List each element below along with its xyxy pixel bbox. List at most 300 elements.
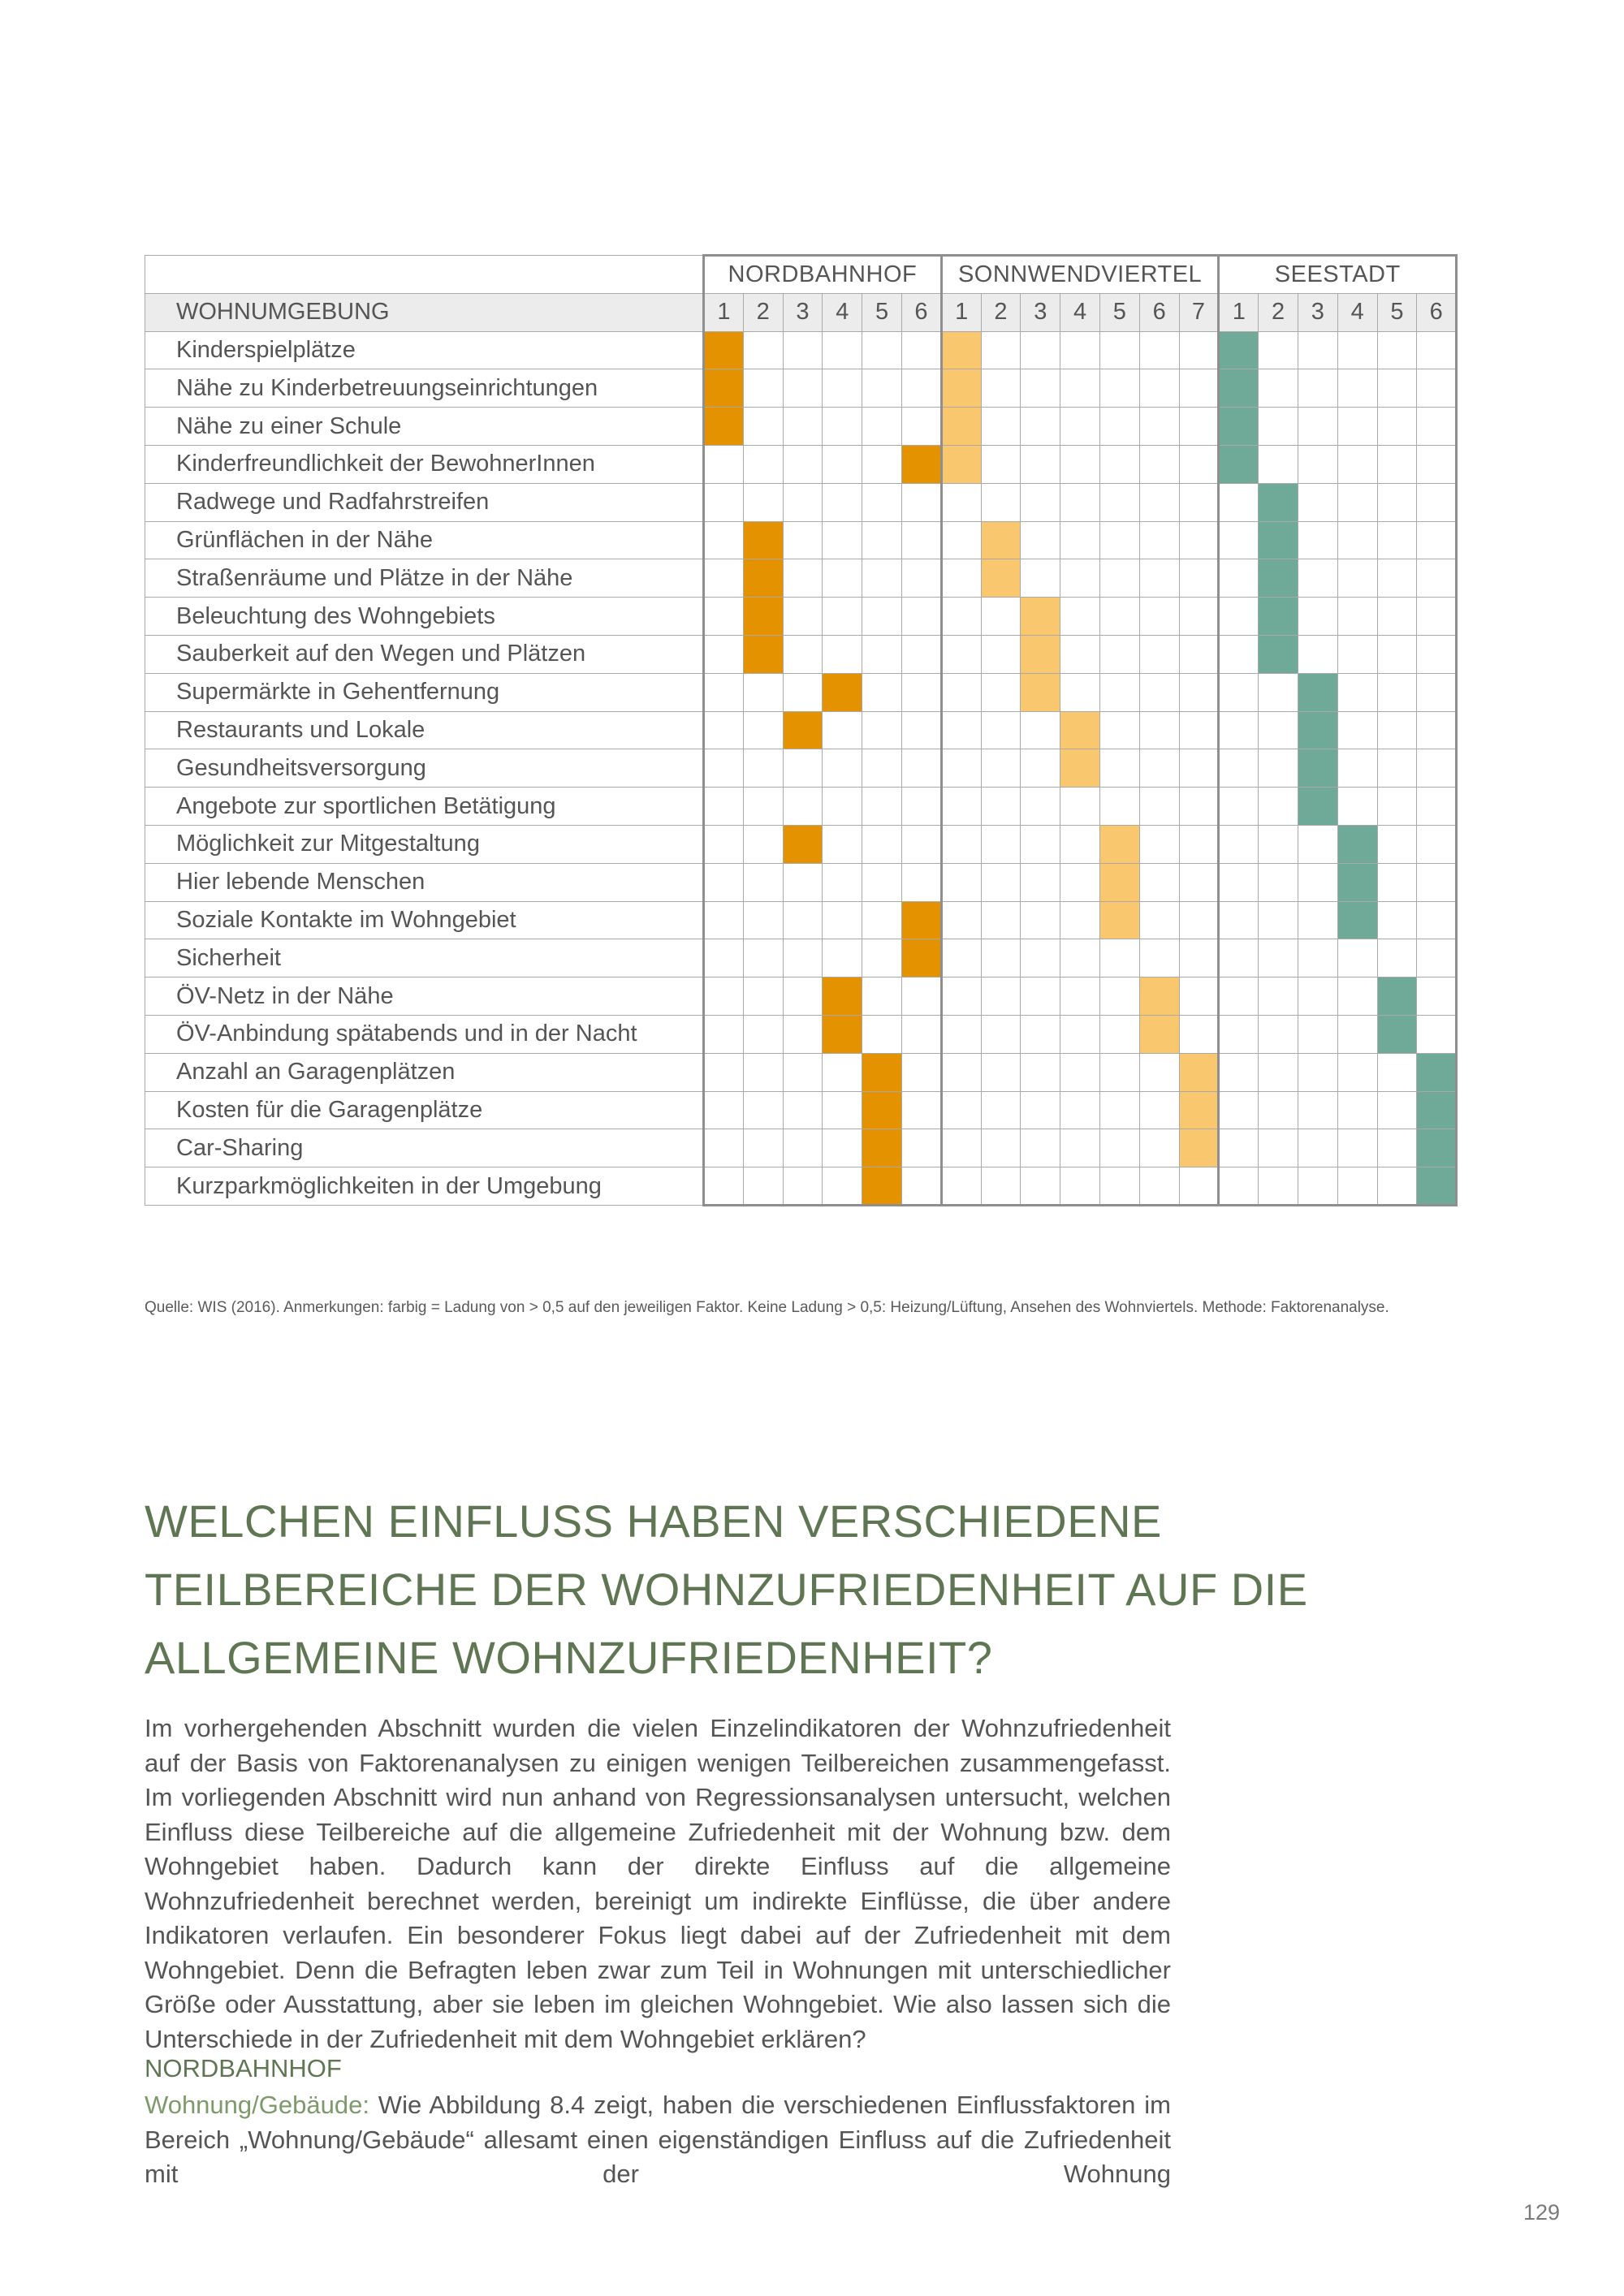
loading-cell bbox=[743, 901, 783, 939]
loading-cell bbox=[1179, 369, 1219, 408]
loading-cell bbox=[1021, 331, 1060, 369]
loading-cell bbox=[1179, 1015, 1219, 1053]
loading-cell bbox=[823, 863, 862, 901]
loading-cell-filled bbox=[1377, 978, 1417, 1016]
loading-cell bbox=[1099, 331, 1139, 369]
loading-cell-filled bbox=[1417, 1167, 1457, 1206]
loading-cell-filled bbox=[823, 1015, 862, 1053]
loading-cell bbox=[823, 598, 862, 636]
loading-cell bbox=[1099, 559, 1139, 598]
loading-cell bbox=[981, 635, 1021, 673]
loading-cell bbox=[1139, 408, 1179, 446]
indicator-label: Nähe zu Kinderbetreuungseinrichtungen bbox=[145, 369, 704, 408]
factor-number: 3 bbox=[783, 293, 823, 331]
loading-cell bbox=[704, 863, 744, 901]
loading-cell bbox=[1139, 863, 1179, 901]
section-heading bbox=[145, 1487, 1308, 1692]
indicator-label: Anzahl an Garagenplätzen bbox=[145, 1053, 704, 1091]
loading-cell bbox=[1099, 978, 1139, 1016]
loading-cell bbox=[823, 1129, 862, 1167]
loading-cell bbox=[862, 1015, 902, 1053]
table-row bbox=[145, 1091, 1457, 1129]
table-row bbox=[145, 978, 1457, 1016]
loading-cell bbox=[704, 939, 744, 978]
loading-cell bbox=[1139, 1053, 1179, 1091]
loading-cell bbox=[1219, 673, 1259, 711]
loading-cell bbox=[1298, 978, 1337, 1016]
factor-number: 2 bbox=[981, 293, 1021, 331]
loading-cell bbox=[1377, 445, 1417, 483]
loading-cell bbox=[1179, 749, 1219, 788]
loading-cell bbox=[1219, 939, 1259, 978]
loading-cell bbox=[1219, 1015, 1259, 1053]
loading-cell bbox=[1021, 825, 1060, 863]
loading-cell bbox=[862, 369, 902, 408]
loading-cell bbox=[1298, 521, 1337, 559]
loading-cell bbox=[823, 749, 862, 788]
loading-cell bbox=[1179, 559, 1219, 598]
loading-cell bbox=[1219, 521, 1259, 559]
loading-cell bbox=[1298, 1015, 1337, 1053]
loading-cell-filled bbox=[1099, 863, 1139, 901]
indicator-label: Kinderfreundlichkeit der BewohnerInnen bbox=[145, 445, 704, 483]
heading-line-3: ALLGEMEINE WOHNZUFRIEDENHEIT? bbox=[145, 1632, 993, 1683]
table-row bbox=[145, 408, 1457, 446]
loading-cell bbox=[1139, 331, 1179, 369]
heading-line-1: WELCHEN EINFLUSS HABEN VERSCHIEDENE bbox=[145, 1495, 1162, 1547]
factor-number: 4 bbox=[823, 293, 862, 331]
loading-cell bbox=[862, 863, 902, 901]
loading-cell bbox=[1298, 825, 1337, 863]
loading-cell bbox=[1377, 939, 1417, 978]
loading-cell bbox=[1298, 901, 1337, 939]
loading-cell bbox=[1179, 331, 1219, 369]
loading-cell bbox=[1099, 1091, 1139, 1129]
loading-cell bbox=[1060, 331, 1100, 369]
loading-cell bbox=[704, 1091, 744, 1129]
loading-cell bbox=[901, 863, 941, 901]
loading-cell bbox=[1099, 445, 1139, 483]
loading-cell bbox=[1021, 369, 1060, 408]
loading-cell bbox=[704, 598, 744, 636]
loading-cell bbox=[901, 598, 941, 636]
indicator-label: Angebote zur sportlichen Betätigung bbox=[145, 788, 704, 826]
loading-cell bbox=[743, 1091, 783, 1129]
loading-cell bbox=[862, 521, 902, 559]
loading-cell bbox=[823, 408, 862, 446]
loading-cell bbox=[1139, 901, 1179, 939]
loading-cell-filled bbox=[1179, 1053, 1219, 1091]
loading-cell bbox=[1021, 521, 1060, 559]
loading-cell bbox=[901, 825, 941, 863]
loading-cell bbox=[823, 939, 862, 978]
loading-cell-filled bbox=[743, 521, 783, 559]
loading-cell bbox=[1139, 445, 1179, 483]
loading-cell bbox=[1099, 1015, 1139, 1053]
loading-cell bbox=[1021, 445, 1060, 483]
loading-cell bbox=[1060, 1129, 1100, 1167]
loading-cell bbox=[704, 711, 744, 749]
loading-cell bbox=[783, 635, 823, 673]
loading-cell bbox=[743, 978, 783, 1016]
loading-cell bbox=[823, 788, 862, 826]
source-note: Quelle: WIS (2016). Anmerkungen: farbig = Ladung von > 0,5 auf den jeweiligen Faktor. Keine Ladung > 0,5: Heizung/Lüftung, Ansehen des Wohnviertels. Methode: Faktorenanalyse. bbox=[145, 1299, 1389, 1316]
loading-cell bbox=[1417, 749, 1457, 788]
loading-cell bbox=[1179, 673, 1219, 711]
loading-cell bbox=[1259, 1129, 1298, 1167]
loading-cell bbox=[1259, 331, 1298, 369]
loading-cell bbox=[1337, 408, 1377, 446]
loading-cell bbox=[1298, 1129, 1337, 1167]
loading-cell bbox=[981, 978, 1021, 1016]
loading-cell bbox=[901, 1129, 941, 1167]
loading-cell bbox=[823, 1167, 862, 1206]
loading-cell bbox=[941, 483, 981, 521]
loading-cell bbox=[1060, 863, 1100, 901]
table-row bbox=[145, 939, 1457, 978]
loading-cell bbox=[981, 939, 1021, 978]
loading-cell bbox=[1021, 939, 1060, 978]
table-row bbox=[145, 1015, 1457, 1053]
loading-cell bbox=[1139, 1091, 1179, 1129]
loading-cell bbox=[981, 1091, 1021, 1129]
loading-cell bbox=[1298, 635, 1337, 673]
row-header-label: WOHNUMGEBUNG bbox=[145, 293, 704, 331]
loading-cell-filled bbox=[783, 711, 823, 749]
loading-cell bbox=[823, 1053, 862, 1091]
loading-cell bbox=[1337, 1167, 1377, 1206]
loading-cell bbox=[1337, 711, 1377, 749]
loading-cell bbox=[1219, 635, 1259, 673]
loading-cell bbox=[783, 863, 823, 901]
area-header-blank bbox=[145, 256, 704, 294]
loading-cell bbox=[783, 559, 823, 598]
factor-number: 7 bbox=[1179, 293, 1219, 331]
loading-cell bbox=[981, 408, 1021, 446]
loading-cell bbox=[1139, 598, 1179, 636]
loading-cell bbox=[1021, 788, 1060, 826]
loading-cell bbox=[743, 939, 783, 978]
table-row bbox=[145, 1053, 1457, 1091]
loading-cell bbox=[1259, 788, 1298, 826]
loading-cell bbox=[941, 1167, 981, 1206]
loading-cell-filled bbox=[941, 445, 981, 483]
loading-cell-filled bbox=[1337, 901, 1377, 939]
loading-cell bbox=[1179, 635, 1219, 673]
indicator-label: ÖV-Netz in der Nähe bbox=[145, 978, 704, 1016]
table-row bbox=[145, 825, 1457, 863]
loading-cell bbox=[1259, 1015, 1298, 1053]
loading-cell bbox=[901, 1053, 941, 1091]
loading-cell bbox=[901, 635, 941, 673]
loading-cell bbox=[1179, 788, 1219, 826]
loading-cell bbox=[1259, 978, 1298, 1016]
loading-cell bbox=[981, 749, 1021, 788]
loading-cell-filled bbox=[1298, 788, 1337, 826]
loading-cell-filled bbox=[981, 521, 1021, 559]
loading-cell bbox=[901, 1091, 941, 1129]
loading-cell bbox=[1179, 408, 1219, 446]
loading-cell bbox=[1060, 369, 1100, 408]
loading-cell bbox=[1377, 521, 1417, 559]
loading-cell bbox=[783, 483, 823, 521]
loading-cell bbox=[1377, 711, 1417, 749]
loading-cell bbox=[1060, 901, 1100, 939]
factor-number: 6 bbox=[901, 293, 941, 331]
loading-cell bbox=[1060, 445, 1100, 483]
loading-cell bbox=[1377, 1053, 1417, 1091]
loading-cell bbox=[1377, 673, 1417, 711]
loading-cell bbox=[704, 483, 744, 521]
indicator-label: Kinderspielplätze bbox=[145, 331, 704, 369]
loading-cell bbox=[1337, 788, 1377, 826]
loading-cell bbox=[1179, 598, 1219, 636]
loading-cell bbox=[1099, 408, 1139, 446]
loading-cell bbox=[1060, 978, 1100, 1016]
loading-cell bbox=[1377, 635, 1417, 673]
loading-cell bbox=[1377, 483, 1417, 521]
loading-cell-filled bbox=[1099, 901, 1139, 939]
loading-cell bbox=[862, 978, 902, 1016]
loading-cell bbox=[1060, 483, 1100, 521]
table-row bbox=[145, 1167, 1457, 1206]
loading-cell bbox=[1139, 788, 1179, 826]
loading-cell bbox=[1099, 1167, 1139, 1206]
loading-cell bbox=[1179, 711, 1219, 749]
table-row bbox=[145, 673, 1457, 711]
indicator-label: Restaurants und Lokale bbox=[145, 711, 704, 749]
loading-cell bbox=[1417, 408, 1457, 446]
loading-cell bbox=[1337, 445, 1377, 483]
loading-cell bbox=[1337, 673, 1377, 711]
loading-cell-filled bbox=[862, 1091, 902, 1129]
indicator-label: Radwege und Radfahrstreifen bbox=[145, 483, 704, 521]
loading-cell bbox=[1219, 1129, 1259, 1167]
loading-cell bbox=[941, 1053, 981, 1091]
loading-cell bbox=[1139, 521, 1179, 559]
factor-number: 1 bbox=[1219, 293, 1259, 331]
indicator-label: Supermärkte in Gehentfernung bbox=[145, 673, 704, 711]
loading-cell bbox=[783, 1129, 823, 1167]
loading-cell bbox=[1337, 598, 1377, 636]
loading-cell bbox=[823, 483, 862, 521]
factor-number: 1 bbox=[941, 293, 981, 331]
loading-cell bbox=[862, 901, 902, 939]
loading-cell-filled bbox=[901, 901, 941, 939]
loading-cell bbox=[1219, 1053, 1259, 1091]
area-header-row bbox=[145, 256, 1457, 294]
loading-cell bbox=[1099, 1053, 1139, 1091]
loading-cell bbox=[941, 978, 981, 1016]
loading-cell bbox=[1060, 825, 1100, 863]
loading-cell bbox=[743, 673, 783, 711]
loading-cell bbox=[743, 711, 783, 749]
loading-cell bbox=[743, 331, 783, 369]
loading-cell bbox=[1377, 369, 1417, 408]
loading-cell bbox=[1139, 939, 1179, 978]
loading-cell bbox=[1219, 711, 1259, 749]
loading-cell bbox=[981, 825, 1021, 863]
loading-cell bbox=[1259, 673, 1298, 711]
loading-cell bbox=[1417, 521, 1457, 559]
indicator-label: ÖV-Anbindung spätabends und in der Nacht bbox=[145, 1015, 704, 1053]
loading-cell bbox=[1021, 1015, 1060, 1053]
loading-cell bbox=[1060, 1053, 1100, 1091]
factor-number: 2 bbox=[1259, 293, 1298, 331]
loading-cell bbox=[1219, 1167, 1259, 1206]
table-row bbox=[145, 598, 1457, 636]
loading-cell bbox=[1219, 749, 1259, 788]
loading-cell bbox=[704, 1129, 744, 1167]
loading-cell-filled bbox=[941, 369, 981, 408]
loading-cell-filled bbox=[743, 635, 783, 673]
loading-cell bbox=[981, 863, 1021, 901]
loading-cell bbox=[1377, 1091, 1417, 1129]
loading-cell bbox=[1219, 559, 1259, 598]
loading-cell bbox=[1417, 598, 1457, 636]
loading-cell bbox=[901, 483, 941, 521]
loading-cell bbox=[783, 331, 823, 369]
loading-cell bbox=[1298, 1167, 1337, 1206]
loading-cell bbox=[1021, 1129, 1060, 1167]
loading-cell bbox=[1021, 408, 1060, 446]
loading-cell bbox=[783, 1167, 823, 1206]
loading-cell-filled bbox=[743, 559, 783, 598]
loading-cell bbox=[981, 673, 1021, 711]
loading-cell bbox=[1060, 1015, 1100, 1053]
loading-cell-filled bbox=[981, 559, 1021, 598]
loading-cell bbox=[783, 749, 823, 788]
loading-cell bbox=[823, 635, 862, 673]
factor-number: 5 bbox=[1377, 293, 1417, 331]
loading-cell bbox=[862, 788, 902, 826]
loading-cell bbox=[862, 331, 902, 369]
loading-cell bbox=[1179, 1167, 1219, 1206]
loading-cell bbox=[1337, 978, 1377, 1016]
loading-cell bbox=[1337, 331, 1377, 369]
loading-cell bbox=[823, 1091, 862, 1129]
loading-cell bbox=[1060, 939, 1100, 978]
loading-cell bbox=[981, 1167, 1021, 1206]
loading-cell bbox=[1259, 408, 1298, 446]
page-number: 129 bbox=[1523, 2200, 1561, 2225]
loading-cell bbox=[1377, 559, 1417, 598]
loading-cell bbox=[1219, 788, 1259, 826]
loading-cell bbox=[901, 749, 941, 788]
indicator-label: Sicherheit bbox=[145, 939, 704, 978]
factor-number: 1 bbox=[704, 293, 744, 331]
loading-cell bbox=[1298, 408, 1337, 446]
loading-cell bbox=[704, 673, 744, 711]
loading-cell-filled bbox=[1021, 635, 1060, 673]
loading-cell bbox=[1139, 711, 1179, 749]
indicator-label: Soziale Kontakte im Wohngebiet bbox=[145, 901, 704, 939]
loading-cell bbox=[823, 711, 862, 749]
loading-cell-filled bbox=[1337, 863, 1377, 901]
loading-cell bbox=[981, 1129, 1021, 1167]
loading-cell bbox=[981, 1015, 1021, 1053]
loading-cell bbox=[1259, 825, 1298, 863]
loading-cell bbox=[1099, 939, 1139, 978]
loading-cell bbox=[981, 483, 1021, 521]
loading-cell bbox=[1219, 1091, 1259, 1129]
loading-cell bbox=[1060, 559, 1100, 598]
loading-cell bbox=[823, 369, 862, 408]
loading-cell bbox=[783, 369, 823, 408]
loading-cell bbox=[941, 825, 981, 863]
loading-cell bbox=[1417, 331, 1457, 369]
loading-cell bbox=[1417, 1015, 1457, 1053]
loading-cell bbox=[1060, 408, 1100, 446]
loading-cell bbox=[1179, 863, 1219, 901]
loading-cell bbox=[743, 1053, 783, 1091]
loading-cell bbox=[941, 635, 981, 673]
loading-cell bbox=[743, 483, 783, 521]
loading-cell bbox=[783, 445, 823, 483]
loading-cell bbox=[1060, 788, 1100, 826]
loading-cell bbox=[1377, 1167, 1417, 1206]
loading-cell bbox=[1337, 1091, 1377, 1129]
loading-cell-filled bbox=[1259, 521, 1298, 559]
loading-cell bbox=[1219, 863, 1259, 901]
loading-cell bbox=[823, 825, 862, 863]
loading-cell bbox=[823, 331, 862, 369]
table-row bbox=[145, 863, 1457, 901]
table-row bbox=[145, 635, 1457, 673]
loading-cell-filled bbox=[1377, 1015, 1417, 1053]
loading-cell bbox=[704, 1053, 744, 1091]
loading-cell-filled bbox=[1259, 559, 1298, 598]
loading-cell bbox=[1060, 673, 1100, 711]
table-row bbox=[145, 445, 1457, 483]
paragraph-lead: Wohnung/Gebäude: bbox=[145, 2091, 369, 2119]
loading-cell-filled bbox=[1179, 1129, 1219, 1167]
loading-cell-filled bbox=[901, 445, 941, 483]
loading-cell bbox=[1139, 559, 1179, 598]
loading-cell bbox=[1417, 711, 1457, 749]
table-row bbox=[145, 559, 1457, 598]
indicator-label: Car-Sharing bbox=[145, 1129, 704, 1167]
loading-cell bbox=[1259, 1091, 1298, 1129]
loading-cell bbox=[1099, 1129, 1139, 1167]
indicator-label: Sauberkeit auf den Wegen und Plätzen bbox=[145, 635, 704, 673]
factor-number: 2 bbox=[743, 293, 783, 331]
loading-cell bbox=[1298, 598, 1337, 636]
loading-cell bbox=[941, 901, 981, 939]
loading-cell bbox=[1099, 483, 1139, 521]
loading-cell bbox=[704, 445, 744, 483]
loading-cell bbox=[862, 939, 902, 978]
table-row bbox=[145, 483, 1457, 521]
loading-cell bbox=[704, 1167, 744, 1206]
loading-cell bbox=[1337, 1015, 1377, 1053]
loading-cell bbox=[1139, 483, 1179, 521]
loading-cell bbox=[783, 1053, 823, 1091]
loading-cell bbox=[783, 788, 823, 826]
loading-cell bbox=[901, 408, 941, 446]
paragraph-text: Wie Abbildung 8.4 zeigt, haben die verschiedenen Einflussfaktoren im Bereich „Wohnung/Gebäude“ allesamt einen eigenständigen Einfluss auf die Zufriedenheit mit der Wohnung bbox=[145, 2091, 1171, 2188]
loading-cell bbox=[941, 559, 981, 598]
loading-cell bbox=[1417, 863, 1457, 901]
loading-cell bbox=[1139, 825, 1179, 863]
loading-cell bbox=[1417, 635, 1457, 673]
loading-cell-filled bbox=[1021, 673, 1060, 711]
loading-cell bbox=[1417, 673, 1457, 711]
factor-loadings-table bbox=[145, 254, 1458, 1206]
factor-header-row bbox=[145, 293, 1457, 331]
loading-cell bbox=[783, 673, 823, 711]
loading-cell bbox=[941, 939, 981, 978]
